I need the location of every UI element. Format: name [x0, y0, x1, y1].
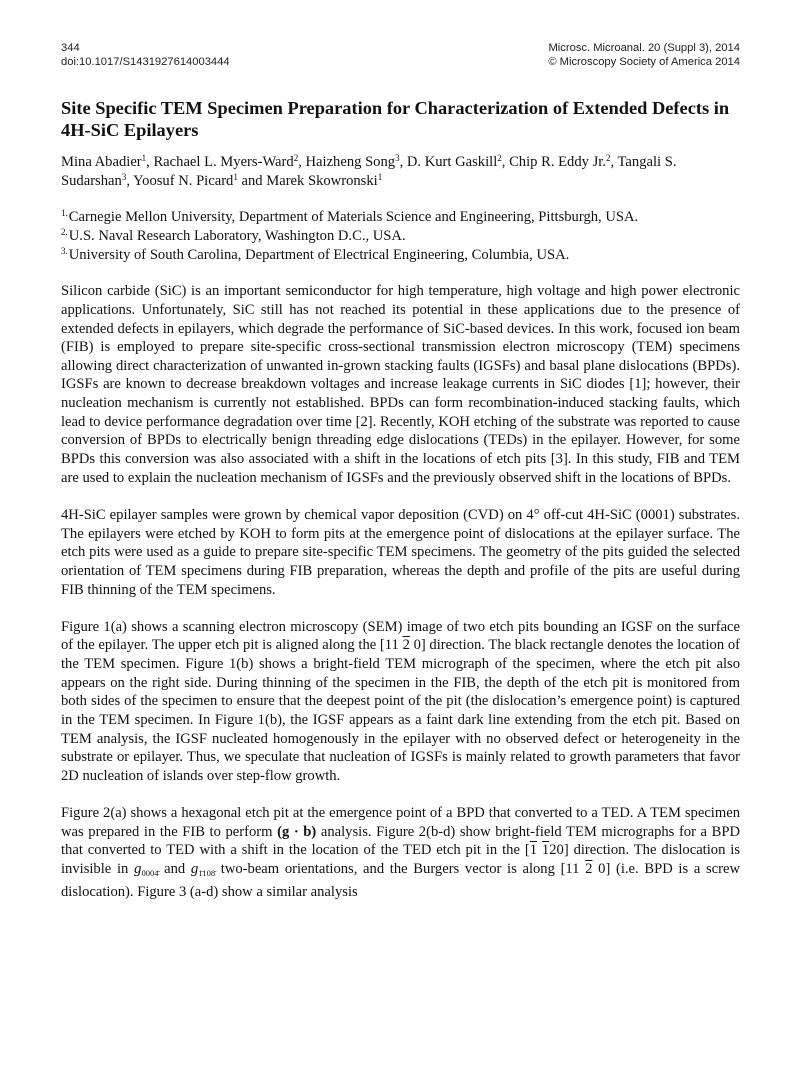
doi-link[interactable]: doi:10.1017/S1431927614003444	[61, 55, 230, 68]
body-paragraph-methods: 4H-SiC epilayer samples were grown by chemical vapor deposition (CVD) on 4° off-cut 4H-SiC (0001) substrates. The epilayers were etched by KOH to form pits at the emergence point of dislocations at the epilayer surface. The etch pits were used as a guide to prepare site-specific TEM specimens. The geometry of the pits guided the selected orientation of TEM specimens during FIB preparation, whereas the depth and profile of the pits are useful during FIB thinning of the TEM specimens.	[61, 506, 740, 598]
affiliation-list	[61, 208, 740, 265]
paper-page	[61, 42, 740, 916]
author: Haizheng Song$^3$,	[305, 153, 407, 171]
page-header	[61, 42, 740, 69]
author: Mina Abadier$^1$,	[61, 153, 154, 171]
header-right	[548, 42, 740, 69]
affiliation: $^{3.}$University of South Carolina, Department of Electrical Engineering, Columbia, USA.	[61, 246, 570, 264]
author: Tangali S. Sudarshan$^3$,	[61, 154, 677, 190]
overbar-index: 2	[585, 861, 593, 878]
author-list	[61, 153, 740, 191]
affiliation: $^{1.}$Carnegie Mellon University, Department of Materials Science and Engineering, Pittsburgh, USA.	[61, 208, 639, 226]
page-number: 344	[61, 42, 80, 54]
author: Marek Skowronski$^1$	[266, 172, 383, 190]
body-paragraph-figure2: Figure 2(a) shows a hexagonal etch pit at the emergence point of a BPD that converted to a TED. A TEM specimen was prepared in the FIB to perform (g · b) analysis. Figure 2(b-d) show bright-field TEM micrographs for a BPD that converted to TED with a shift in the location of the TED etch pit in the [1 120] direction. The dislocation is invisible in $g_{0004̄}$ and $g_{1̄108̄}$ two-beam orientations, and the Burgers vector is along [11 2 0] (i.e. BPD is a screw dislocation). Figure 3 (a-d) show a similar analysis	[61, 805, 741, 900]
overbar-index: 1	[529, 842, 537, 859]
g-vector-1108: $g_{1̄108̄}$	[190, 861, 216, 879]
copyright-notice: © Microscopy Society of America 2014	[548, 55, 740, 68]
author: D. Kurt Gaskill$^2$,	[406, 153, 510, 171]
overbar-index: 1	[541, 842, 550, 859]
author: Chip R. Eddy Jr.$^2$,	[509, 153, 618, 171]
body-paragraph-intro: Silicon carbide (SiC) is an important semiconductor for high temperature, high voltage and high power electronic applications. Unfortunately, SiC still has not reached its potential in these applications due to the presence of extended defects in epilayers, which degrade the performance of SiC-based devices. In this work, focused ion beam (FIB) is employed to prepare site-specific cross-sectional transmission electron microscopy (TEM) specimens allowing direct characterization of unwanted in-grown stacking faults (IGSFs) and basal plane dislocations (BPDs). IGSFs are known to decrease breakdown voltages and increase leakage currents in SiC diodes [1]; however, their nucleation mechanism is currently not established. BPDs can form recombination-induced stacking faults, which lead to device performance degradation over time [2]. Recently, KOH etching of the substrate was reported to cause conversion of BPDs to electrically benign threading edge dislocations (TEDs) in the epilayer. However, for some BPDs this conversion was also associated with a shift in the locations of etch pits [3]. In this study, FIB and TEM are used to explain the nucleation mechanism of IGSFs and the previously observed shift in the locations of BPDs.	[61, 283, 740, 486]
header-left	[61, 42, 230, 69]
g-dot-b-term: (g · b)	[277, 823, 317, 840]
affiliation: $^{2.}$U.S. Naval Research Laboratory, Washington D.C., USA.	[61, 227, 406, 245]
overbar-index: 2	[402, 637, 410, 654]
g-vector-0004: $g_{0004̄}$	[133, 861, 159, 879]
journal-citation: Microsc. Microanal. 20 (Suppl 3), 2014	[548, 42, 740, 54]
paper-title: Site Specific TEM Specimen Preparation for Characterization of Extended Defects in 4H-SiC Epilayers	[61, 98, 730, 141]
author: Rachael L. Myers-Ward$^2$,	[153, 153, 306, 171]
author: Yoosuf N. Picard$^1$ and	[133, 172, 267, 190]
body-paragraph-figure1: Figure 1(a) shows a scanning electron microscopy (SEM) image of two etch pits bounding an IGSF on the surface of the epilayer. The upper etch pit is aligned along the [11 2 0] direction. The black rectangle denotes the location of the TEM specimen. Figure 1(b) shows a bright-field TEM micrograph of the specimen, where the etch pit also appears on the right side. During thinning of the specimen in the FIB, the depth of the etch pit is monitored from both sides of the specimen to ensure that the deepest point of the pit (the dislocation’s emergence point) is captured in the TEM specimen. In Figure 1(b), the IGSF appears as a faint dark line extending from the etch pit. Based on TEM analysis, the IGSF nucleated homogenously in the epilayer with no observed defect or heterogeneity in the substrate or epilayer. Thus, we speculate that nucleation of IGSFs is mainly related to growth parameters that favor 2D nucleation of islands over step-flow growth.	[61, 618, 740, 784]
